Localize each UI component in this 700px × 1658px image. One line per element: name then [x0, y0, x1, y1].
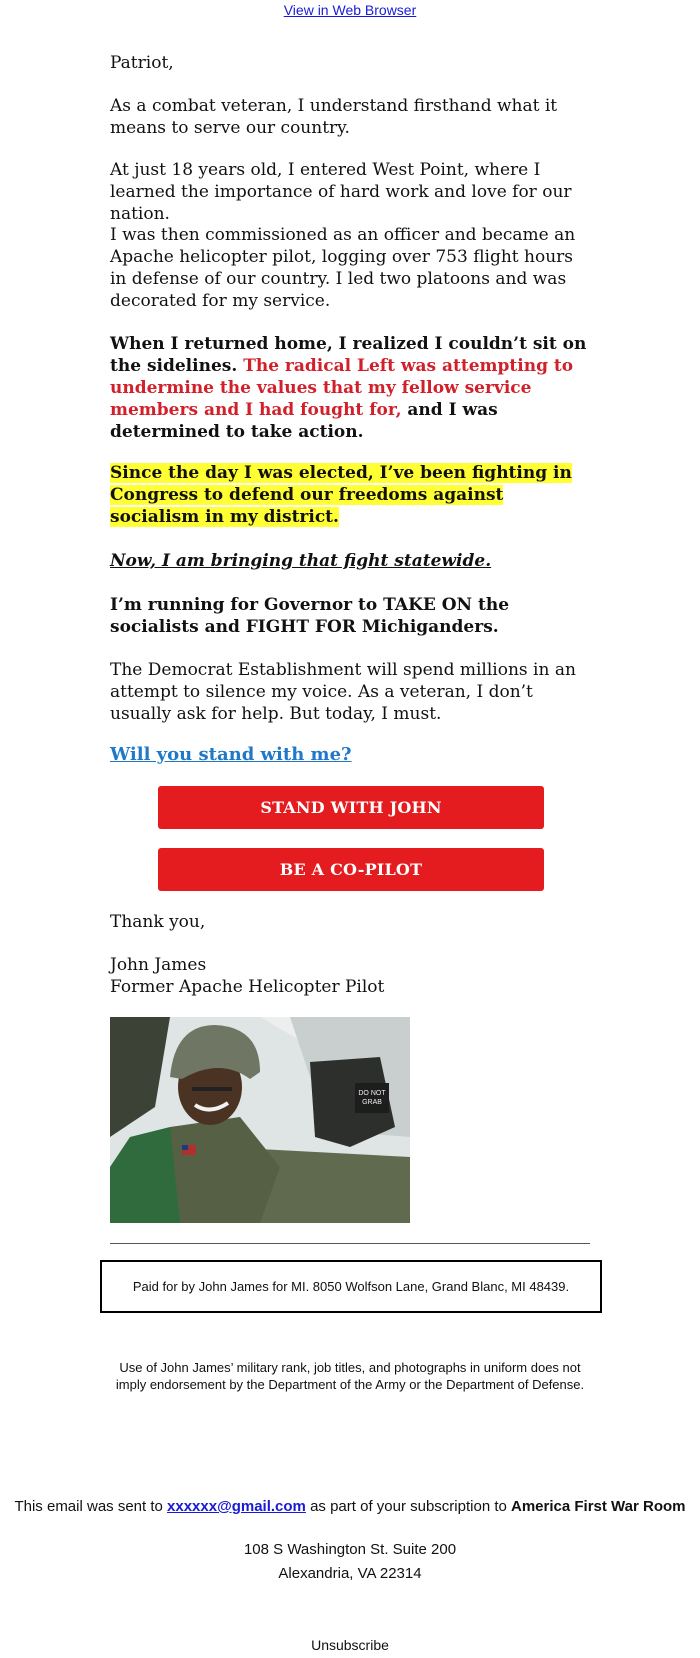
mailing-address: 108 S Washington St. Suite 200 Alexandria, VA 22314 — [243, 1541, 457, 1582]
paid-for-disclaimer: Paid for by John James for MI. 8050 Wolfson Lane, Grand Blanc, MI 48439. — [100, 1260, 602, 1313]
svg-text:GRAB: GRAB — [362, 1099, 382, 1106]
paragraph-4-lead: When I returned home, I realized I couldn’t sit on the sidelines. — [110, 334, 587, 376]
view-in-browser-link[interactable]: View in Web Browser — [283, 2, 417, 18]
paragraph-7: I’m running for Governor to TAKE ON the socialists and FIGHT FOR Michiganders. — [110, 595, 510, 637]
divider — [110, 1243, 590, 1244]
be-a-co-pilot-button[interactable]: BE A CO-PILOT — [158, 848, 544, 891]
ask-link-row — [110, 744, 590, 765]
paragraph-2: At just 18 years old, I entered West Point, where I learned the importance of hard work and love for our nation. — [110, 160, 572, 224]
subscription-line: This email was sent to xxxxxx@gmail.com as part of your subscription to America First War Room — [14, 1498, 686, 1515]
closing: Thank you, — [110, 912, 206, 932]
paragraph-3: I was then commissioned as an officer and became an Apache helicopter pilot, logging over 753 flight hours in defense of our country. I led two platoons and was decorated for my service. — [110, 225, 576, 311]
paragraph-4-red-text: The radical Left was attempting to undermine the values that my fellow service members and I had fought for, — [110, 356, 574, 420]
paragraph-4 — [110, 333, 590, 443]
pilot-photo — [110, 1017, 410, 1223]
header — [0, 0, 700, 20]
military-disclaimer: Use of John James’ military rank, job titles, and photographs in uniform does not imply endorsement by the Department of the Army or the Department of Defense. — [115, 1360, 585, 1392]
stand-with-me-link[interactable]: Will you stand with me? — [110, 744, 352, 765]
signature-title: Former Apache Helicopter Pilot — [110, 977, 385, 997]
signature — [110, 954, 590, 998]
stand-with-john-button[interactable]: STAND WITH JOHN — [158, 786, 544, 829]
paragraph-8: The Democrat Establishment will spend millions in an attempt to silence my voice. As a veteran, I don’t usually ask for help. But today, I must. — [110, 660, 576, 724]
letter-greeting: Patriot, — [110, 53, 174, 73]
highlighted-text: Since the day I was elected, I’ve been fighting in Congress to defend our freedoms against socialism in my district. — [110, 463, 572, 527]
recipient-email-link[interactable]: xxxxxx@gmail.com — [167, 1498, 306, 1515]
paragraph-4-tail: and I was determined to take action. — [110, 400, 498, 442]
paragraph-1: As a combat veteran, I understand firsthand what it means to serve our country. — [110, 96, 558, 138]
paragraph-6: Now, I am bringing that fight statewide. — [110, 551, 492, 571]
svg-text:DO NOT: DO NOT — [358, 1090, 386, 1097]
unsubscribe-link[interactable]: Unsubscribe — [311, 1637, 389, 1653]
signature-name: John James — [110, 955, 207, 975]
paragraph-5-highlight — [110, 462, 590, 528]
organization-name: America First War Room — [511, 1498, 686, 1515]
